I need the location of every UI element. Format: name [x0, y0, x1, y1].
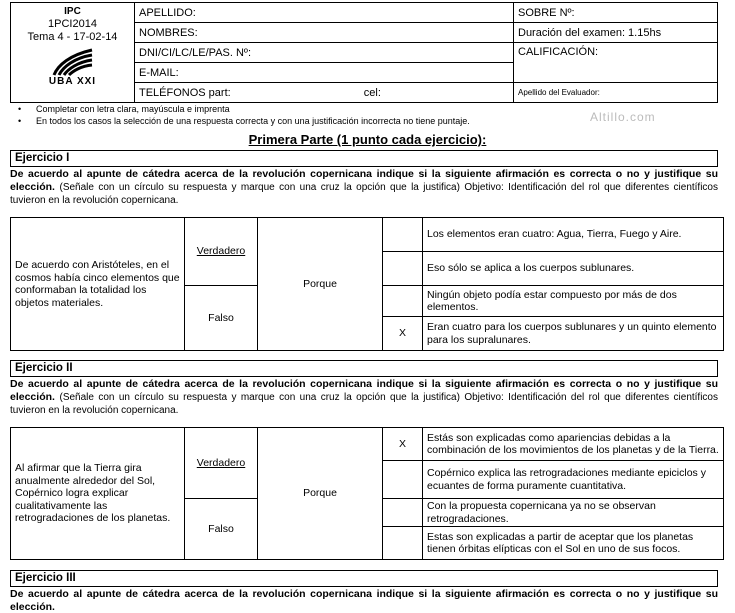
instruction-item: • Completar con letra clara, mayúscula e imprenta — [36, 103, 470, 115]
option-text: Los elementos eran cuatro: Agua, Tierra, Fuego y Aire. — [423, 218, 724, 252]
exercise-instructions — [10, 378, 718, 418]
exercise-instructions — [10, 168, 718, 208]
verdadero-option[interactable]: Verdadero — [185, 218, 258, 286]
option-mark[interactable]: X — [383, 428, 423, 461]
instruction-text: De acuerdo al apunte de cátedra acerca de la revolución copernicana indique si la siguiente afirmación es correcta o no y justifique su elección. — [10, 378, 718, 403]
option-mark[interactable] — [383, 252, 423, 286]
telefonos-field[interactable] — [135, 83, 514, 103]
exercise-title: Ejercicio III — [10, 570, 718, 587]
option-text: Estas son explicadas a partir de aceptar que los planetas tienen órbitas elípticas con el Sol en uno de sus focos. — [423, 527, 724, 560]
option-mark[interactable] — [383, 461, 423, 499]
option-mark[interactable] — [383, 527, 423, 560]
option-text: Con la propuesta copernicana ya no se observan retrogradaciones. — [423, 499, 724, 527]
calificacion-field[interactable]: CALIFICACIÓN: — [514, 43, 718, 83]
porque-label: Porque — [258, 428, 383, 560]
option-text: Ningún objeto podía estar compuesto por más de dos elementos. — [423, 286, 724, 317]
exercise-answer-table — [10, 427, 724, 560]
evaluador-field[interactable]: Apellido del Evaluador: — [514, 83, 718, 103]
exam-code: 1PCI2014 — [48, 18, 97, 30]
email-field[interactable]: E-MAIL: — [135, 63, 514, 83]
instructions-list — [36, 103, 470, 127]
course-brand-cell — [11, 3, 135, 103]
falso-option[interactable]: Falso — [185, 499, 258, 560]
instruction-item: • En todos los casos la selección de una respuesta correcta y con una justificación incorrecta no tiene puntaje. — [36, 115, 470, 127]
watermark: Altillo.com — [590, 110, 656, 124]
exercise-title: Ejercicio I — [10, 150, 718, 167]
nombres-field[interactable]: NOMBRES: — [135, 23, 514, 43]
instruction-text: De acuerdo al apunte de cátedra acerca de la revolución copernicana indique si la siguiente afirmación es correcta o no y justifique su elección. — [10, 168, 718, 193]
student-info-header — [10, 2, 718, 103]
option-text: Estás son explicadas como apariencias debidas a la combinación de los movimientos de los planetas y de la Tierra. — [423, 428, 724, 461]
exercise-instructions — [10, 588, 718, 613]
option-text: Copérnico explica las retrogradaciones mediante epiciclos y ecuantes de forma puramente cuantitativa. — [423, 461, 724, 499]
option-mark[interactable] — [383, 499, 423, 527]
exercise-statement: Al afirmar que la Tierra gira anualmente alrededor del Sol, Copérnico logra explicar cualitativamente las retrogradaciones de los planetas. — [11, 428, 185, 560]
apellido-field[interactable]: APELLIDO: — [135, 3, 514, 23]
option-mark[interactable] — [383, 286, 423, 317]
exercise-statement: De acuerdo con Aristóteles, en el cosmos había cinco elementos que conformaban la totalidad los objetos materiales. — [11, 218, 185, 351]
exam-topic: Tema 4 - 17-02-14 — [27, 31, 118, 43]
exercise-title: Ejercicio II — [10, 360, 718, 377]
option-text: Eso sólo se aplica a los cuerpos sublunares. — [423, 252, 724, 286]
sobre-field[interactable]: SOBRE Nº: — [514, 3, 718, 23]
instruction-aside: (Señale con un círculo su respuesta y marque con una cruz la opción que la justifica) Objetivo: Identificación del rol que diferentes científicos tuvieron en la revolución copernicana. — [10, 391, 718, 416]
option-mark[interactable] — [383, 218, 423, 252]
dni-field[interactable]: DNI/CI/LC/LE/PAS. Nº: — [135, 43, 514, 63]
cel-label: cel: — [363, 86, 381, 99]
telefonos-label: TELÉFONOS part: — [139, 86, 231, 99]
verdadero-option[interactable]: Verdadero — [185, 428, 258, 499]
university-label: UBA XXI — [48, 76, 97, 87]
exercise-answer-table — [10, 217, 724, 351]
instruction-text: De acuerdo al apunte de cátedra acerca de la revolución copernicana indique si la siguiente afirmación es correcta o no y justifique su elección. — [10, 588, 718, 613]
falso-option[interactable]: Falso — [185, 286, 258, 351]
part-title: Primera Parte (1 punto cada ejercicio): — [248, 132, 487, 147]
exam-duration: Duración del examen: 1.15hs — [514, 23, 718, 43]
course-code: IPC — [64, 6, 81, 17]
porque-label: Porque — [258, 218, 383, 351]
option-mark[interactable]: X — [383, 317, 423, 351]
instruction-aside: (Señale con un círculo su respuesta y marque con una cruz la opción que la justifica) Objetivo: Identificación del rol que diferentes científicos tuvieron en la revolución copernicana. — [10, 181, 718, 206]
option-text: Eran cuatro para los cuerpos sublunares y un quinto elemento para los supralunares. — [423, 317, 724, 351]
uba-logo-icon — [50, 47, 96, 77]
